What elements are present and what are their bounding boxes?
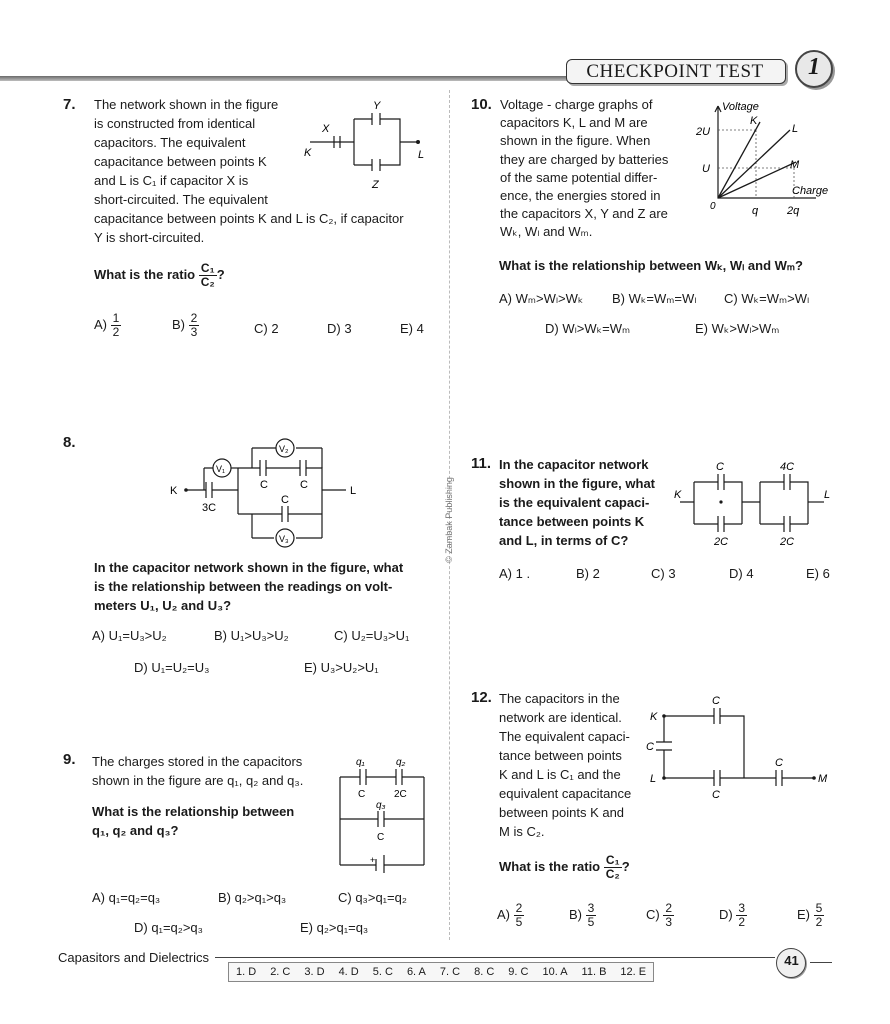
q11-label-2c-right: 2C [780,536,795,548]
q12-ratio [604,854,622,881]
q9-label-2c: 2C [394,789,407,800]
q12-line: equivalent capacitance [499,786,632,801]
q7-line: and L is C₁ if capacitor X is [94,173,249,188]
answer-key-item: 9. C [508,966,529,978]
q9-qline: q₁, q₂ and q₃? [92,823,179,838]
q9-option-a[interactable]: A) q₁=q₂=q₃ [92,890,161,905]
q8-option-b[interactable]: B) U₁>U₃>U₂ [214,628,289,643]
q12-text [499,689,631,841]
q7-circuit-diagram [300,97,440,192]
q8-circuit-diagram [168,436,368,551]
q12-label-c-left: C [646,741,654,753]
answer-key-item: 12. E [620,966,647,978]
q7-option-c[interactable] [254,321,279,336]
q12-option-d[interactable] [719,902,747,929]
q10-graph-ytick-u: U [702,163,710,175]
q7-line: capacitance between points K [94,154,267,169]
publisher-side-label: © Zambak Publishing [444,477,454,563]
frac-num: 2 [190,311,198,325]
q7-label-k: K [304,147,312,159]
footer-rule [215,957,775,958]
q12-ratio-den: C₂ [605,867,620,881]
frac-num: 5 [815,901,823,915]
q9-qline: What is the relationship between [92,804,295,819]
q10-line: ence, the energies stored in [500,188,661,204]
answer-key-item: 10. A [542,966,568,978]
q8-number: 8. [63,434,76,451]
q10-line: they are charged by batteries [500,151,669,167]
q12-option-label: A) [497,906,510,922]
q10-option-a[interactable]: A) Wₘ>Wₗ>Wₖ [499,291,584,306]
q12-option-label: B) [569,906,582,922]
q11-line: is the equivalent capaci- [499,495,650,510]
header-rule [0,76,570,81]
q10-line: Voltage - charge graphs of [500,97,653,112]
q7-number: 7. [63,96,76,113]
answer-key-item: 8. C [474,966,495,978]
q12-number: 12. [471,689,492,706]
q11-label-c: C [716,461,724,473]
frac-num: 3 [587,901,595,915]
q10-line: the capacitors X, Y and Z are [500,206,668,222]
q12-option-c[interactable] [646,902,674,929]
q12-label-m: M [818,773,828,785]
q12-option-label: C) [646,906,660,922]
q9-circuit-diagram [332,753,444,873]
q9-label-c3: C [377,832,385,843]
frac-den: 2 [738,915,746,929]
q9-label-q3: q₃ [376,800,386,811]
q12-line: The equivalent capaci- [499,729,630,744]
answer-key-item: 3. D [304,966,325,978]
header-title: CHECKPOINT TEST [586,61,764,82]
q7-option-text: 3 [344,321,352,336]
q12-circuit-diagram [646,692,836,802]
q7-option-frac [189,312,200,339]
q7-question [94,262,225,289]
q11-option-b[interactable]: B) 2 [576,566,600,581]
page-number: 41 [784,953,799,968]
footer-answer-key [228,962,654,982]
q10-line: capacitors K, L and M are [500,115,648,131]
q12-option-frac [814,902,825,929]
q8-option-e[interactable]: E) U₃>U₂>U₁ [304,660,379,675]
q8-label-3c: 3C [202,502,217,514]
q9-question [92,802,294,840]
q10-graph-origin: 0 [710,201,716,212]
q7-line: is constructed from identical [94,116,256,131]
frac-num: 2 [515,901,523,915]
q7-option-label: C) [254,321,268,336]
q10-graph-line-l: L [792,123,799,135]
q11-option-e[interactable]: E) 6 [806,566,830,581]
q12-line: M is C₂. [499,824,545,839]
q7-option-label: E) [400,321,413,336]
frac-den: 2 [112,325,120,339]
q8-label-v3: V₃ [279,534,289,544]
q7-label-l: L [418,149,425,161]
frac-den: 2 [815,915,823,929]
q11-label-k: K [674,489,682,501]
q8-label-v2: V₂ [279,444,289,454]
q10-number: 10. [471,96,492,113]
q8-option-c[interactable]: C) U₂=U₃>U₁ [334,628,410,643]
q8-label-v1: V₁ [216,464,226,474]
q12-option-frac [736,902,747,929]
q12-option-frac [514,902,525,929]
q9-line: The charges stored in the capacitors [92,754,303,769]
q7-option-text: 4 [416,321,424,336]
q7-line: Y is short-circuited. [94,230,205,245]
q11-line: tance between points K [499,514,645,529]
q8-line: is the relationship between the readings on volt- [94,579,393,594]
frac-den: 3 [190,325,198,339]
q12-ratio-num: C₁ [604,854,622,868]
q7-ratio-den: C₂ [200,275,215,289]
q10-graph-xtick-2q: 2q [787,205,800,217]
answer-key-item: 4. D [338,966,359,978]
q7-label-y: Y [373,100,381,112]
q12-label-l: L [650,773,657,785]
q12-line: tance between points [499,748,622,763]
q10-voltage-charge-graph [692,98,838,222]
q8-line: In the capacitor network shown in the figure, what [94,560,404,575]
answer-key-item: 1. D [236,966,257,978]
q12-option-e[interactable] [797,902,824,929]
q10-graph-x-label: Charge [792,185,829,197]
frac-den: 3 [665,915,673,929]
q10-line: of the same potential differ- [500,169,658,185]
frac-num: 3 [738,901,746,915]
frac-num: 1 [112,311,120,325]
q7-question-text: What is the ratio [94,266,196,282]
q10-line: shown in the figure. When [500,133,651,149]
battery-plus-icon: + [370,855,376,865]
q9-option-c[interactable]: C) q₃>q₁=q₂ [338,890,407,905]
q7-line: capacitance between points K and L is C₂, if capacitor [94,211,404,226]
q12-line: network are identical. [499,710,622,725]
q12-line: between points K and [499,805,625,820]
q11-line: and L, in terms of C? [499,533,629,548]
q7-ratio [199,262,217,289]
frac-num: 2 [665,901,673,915]
q10-question: What is the relationship between Wₖ, Wₗ and Wₘ? [499,258,803,273]
q8-label-c1: C [260,479,268,491]
q12-option-label: E) [797,906,810,922]
q11-option-c[interactable]: C) 3 [651,566,676,581]
q10-graph-xtick-q: q [752,205,759,217]
q8-option-a[interactable]: A) U₁=U₃>U₂ [92,628,167,643]
q8-line: meters U₁, U₂ and U₃? [94,598,232,613]
frac-den: 5 [587,915,595,929]
q10-graph-y-label: Voltage [722,101,759,113]
q11-label-l: L [824,489,831,501]
q8-label-l: L [350,485,357,497]
q7-ratio-num: C₁ [199,262,217,276]
q12-option-frac [586,902,597,929]
q11-label-4c: 4C [780,461,795,473]
answer-key-item: 5. C [372,966,393,978]
q7-line: capacitors. The equivalent [94,135,246,150]
answer-key-item: 2. C [270,966,291,978]
q7-line: short-circuited. The equivalent [94,192,268,207]
q7-option-a[interactable] [94,312,121,339]
q7-option-text: 2 [271,321,279,336]
q11-option-a[interactable]: A) 1 . [499,566,531,581]
q8-label-c3: C [281,494,289,506]
q11-line: In the capacitor network [499,457,649,472]
q12-line: K and L is C₁ and the [499,767,621,782]
q10-option-b[interactable]: B) Wₖ=Wₘ=Wₗ [612,291,697,306]
q7-option-frac [111,312,122,339]
q9-text [92,752,303,790]
answer-key-item: 11. B [581,966,607,978]
q9-number: 9. [63,751,76,768]
q12-label-k: K [650,711,658,723]
q12-question [499,854,630,881]
q10-line: Wₖ, Wₗ and Wₘ. [500,224,593,240]
q7-option-label: B) [172,316,185,332]
q9-option-b[interactable]: B) q₂>q₁>q₃ [218,890,287,905]
q9-option-e[interactable]: E) q₂>q₁=q₃ [300,920,369,935]
q11-text [499,455,655,550]
q11-line: shown in the figure, what [499,476,655,491]
q12-option-a[interactable] [497,902,524,929]
q7-option-b[interactable] [172,312,199,339]
q9-option-d[interactable]: D) q₁=q₂>q₃ [134,920,203,935]
q10-option-d[interactable]: D) Wₗ>Wₖ=Wₘ [545,321,631,336]
q12-qmark: ? [621,858,630,874]
q7-option-d[interactable] [327,321,352,336]
q9-line: shown in the figure are q₁, q₂ and q₃. [92,773,304,788]
q12-option-frac [663,902,674,929]
q8-text [94,558,403,615]
q7-label-x: X [322,123,330,135]
q12-label-c-top: C [712,695,720,707]
q10-option-e[interactable]: E) Wₖ>Wₗ>Wₘ [695,321,780,336]
q10-graph-line-k: K [750,115,758,127]
q7-option-label: A) [94,316,107,332]
test-number: 1 [808,54,820,80]
q8-label-c2: C [300,479,308,491]
q12-option-label: D) [719,906,733,922]
q10-graph-line-m: M [790,159,800,171]
q7-option-label: D) [327,321,341,336]
q9-label-c: C [358,789,366,800]
footer-chapter: Capasitors and Dielectrics [58,950,210,965]
q8-option-d[interactable]: D) U₁=U₂=U₃ [134,660,210,675]
q9-label-q2: q₂ [396,757,406,768]
q12-line: The capacitors in the [499,691,620,706]
q11-option-d[interactable]: D) 4 [729,566,754,581]
q12-question-text: What is the ratio [499,858,601,874]
q7-option-e[interactable] [400,321,424,336]
q9-label-q1: q₁ [356,757,365,768]
q8-label-k: K [170,485,178,497]
q7-label-z: Z [372,179,379,191]
q11-circuit-diagram [672,458,834,550]
q12-label-c-mid: C [712,789,720,801]
q11-number: 11. [471,455,492,472]
q7-line: The network shown in the figure [94,97,279,112]
q12-label-c-right: C [775,757,783,769]
q11-label-2c-left: 2C [714,536,729,548]
frac-den: 5 [515,915,523,929]
q10-option-c[interactable]: C) Wₖ=Wₘ>Wₗ [724,291,810,306]
q12-option-b[interactable] [569,902,596,929]
answer-key-item: 6. A [406,966,426,978]
q10-text [500,96,668,242]
answer-key-item: 7. C [439,966,461,978]
q10-graph-ytick-2u: 2U [696,126,711,138]
q7-qmark: ? [216,266,225,282]
footer-rule-end [810,962,832,963]
